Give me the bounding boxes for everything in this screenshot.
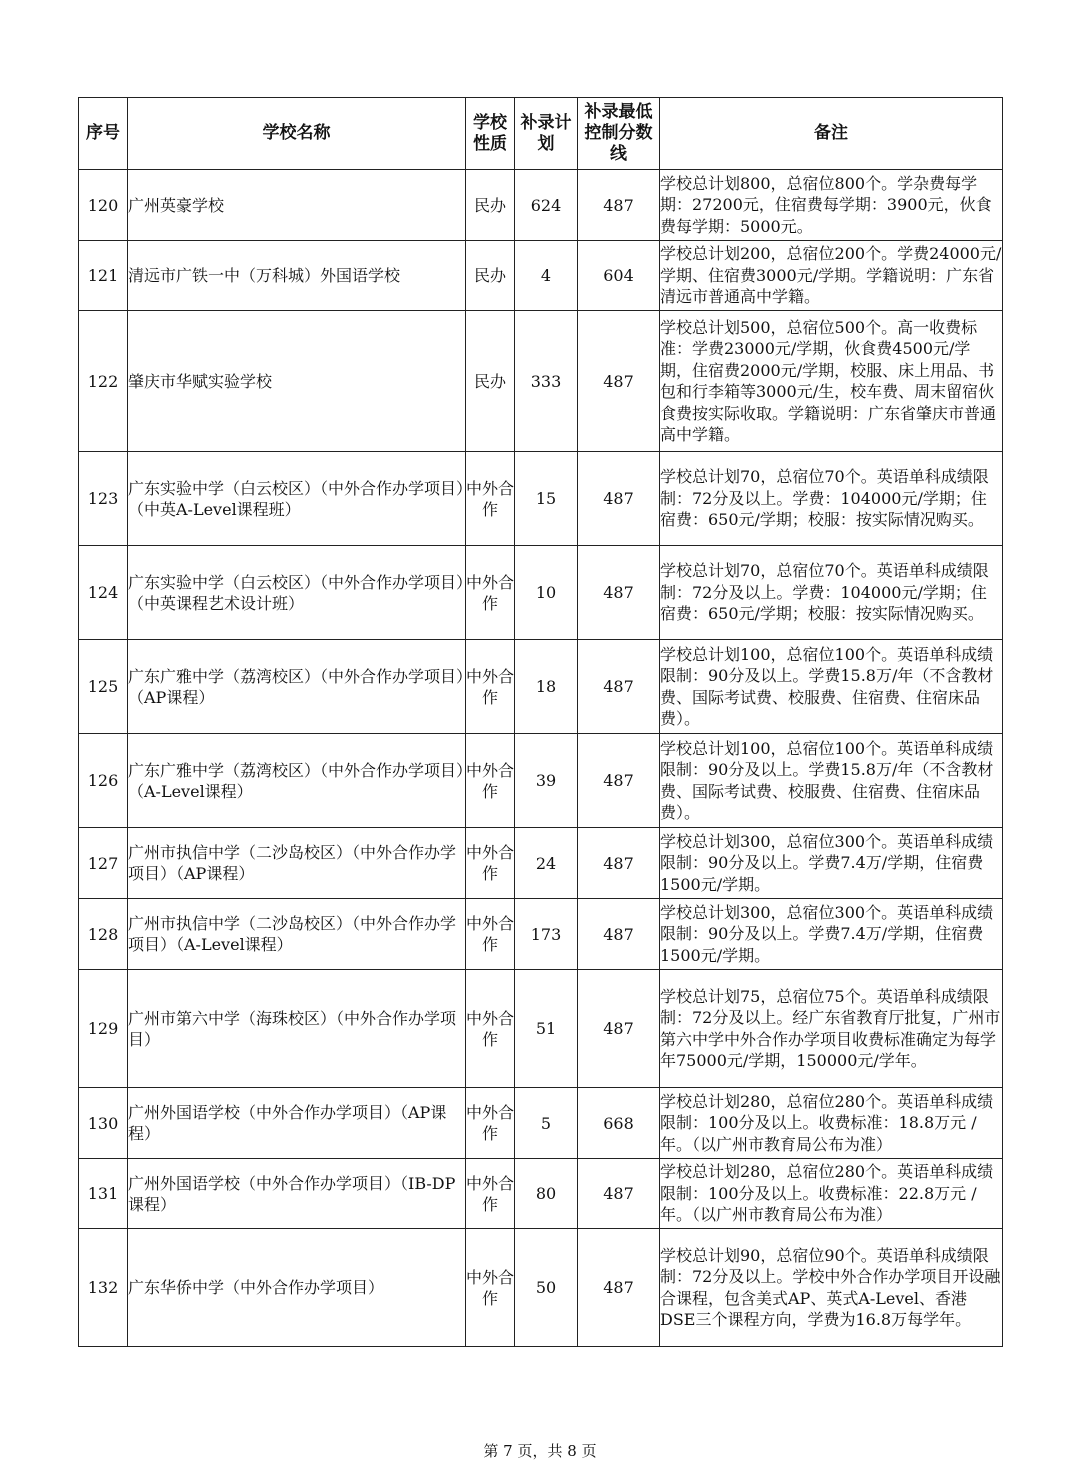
min-score: 487 xyxy=(578,734,660,828)
remarks: 学校总计划300，总宿位300个。英语单科成绩限制：90分及以上。学费7.4万/学期，住宿费1500元/学期。 xyxy=(660,899,1003,970)
school-name: 广州外国语学校（中外合作办学项目）（AP课程） xyxy=(128,1088,466,1159)
school-name: 广东华侨中学（中外合作办学项目） xyxy=(128,1229,466,1347)
remarks: 学校总计划280，总宿位280个。英语单科成绩限制：100分及以上。收费标准：22.8万元 / 年。（以广州市教育局公布为准） xyxy=(660,1159,1003,1229)
table-row xyxy=(79,970,1003,1088)
school-name: 广东实验中学（白云校区）（中外合作办学项目）（中英课程艺术设计班） xyxy=(128,546,466,640)
admission-plan: 18 xyxy=(515,640,578,734)
school-type: 中外合作 xyxy=(466,1159,515,1229)
table-row xyxy=(79,546,1003,640)
admission-plan: 51 xyxy=(515,970,578,1088)
school-name: 广州市执信中学（二沙岛校区）（中外合作办学项目）（AP课程） xyxy=(128,828,466,899)
school-name: 广州市第六中学（海珠校区）（中外合作办学项目） xyxy=(128,970,466,1088)
header-type: 学校性质 xyxy=(466,98,515,170)
school-name: 广州英豪学校 xyxy=(128,170,466,241)
admission-plan: 333 xyxy=(515,311,578,452)
table-row xyxy=(79,734,1003,828)
min-score: 487 xyxy=(578,640,660,734)
school-type: 中外合作 xyxy=(466,546,515,640)
min-score: 487 xyxy=(578,1229,660,1347)
admission-plan: 50 xyxy=(515,1229,578,1347)
row-seq: 129 xyxy=(79,970,128,1088)
remarks: 学校总计划70，总宿位70个。英语单科成绩限制：72分及以上。学费：104000元/学期；住宿费：650元/学期；校服：按实际情况购买。 xyxy=(660,546,1003,640)
remarks: 学校总计划100，总宿位100个。英语单科成绩限制：90分及以上。学费15.8万/年（不含教材费、国际考试费、校服费、住宿费、住宿床品费）。 xyxy=(660,640,1003,734)
row-seq: 126 xyxy=(79,734,128,828)
table-row xyxy=(79,828,1003,899)
min-score: 487 xyxy=(578,452,660,546)
admission-plan: 10 xyxy=(515,546,578,640)
header-seq: 序号 xyxy=(79,98,128,170)
school-type: 中外合作 xyxy=(466,828,515,899)
school-type: 民办 xyxy=(466,311,515,452)
table-row xyxy=(79,311,1003,452)
admission-plan: 39 xyxy=(515,734,578,828)
school-name: 清远市广铁一中（万科城）外国语学校 xyxy=(128,241,466,311)
row-seq: 121 xyxy=(79,241,128,311)
table-row xyxy=(79,452,1003,546)
row-seq: 131 xyxy=(79,1159,128,1229)
min-score: 487 xyxy=(578,1159,660,1229)
table-row xyxy=(79,640,1003,734)
min-score: 604 xyxy=(578,241,660,311)
min-score: 487 xyxy=(578,311,660,452)
table-row xyxy=(79,1088,1003,1159)
school-name: 肇庆市华赋实验学校 xyxy=(128,311,466,452)
admission-plan: 173 xyxy=(515,899,578,970)
school-name: 广东广雅中学（荔湾校区）（中外合作办学项目）（A-Level课程） xyxy=(128,734,466,828)
admission-plan: 4 xyxy=(515,241,578,311)
row-seq: 122 xyxy=(79,311,128,452)
school-type: 中外合作 xyxy=(466,640,515,734)
remarks: 学校总计划280，总宿位280个。英语单科成绩限制：100分及以上。收费标准：18.8万元 / 年。（以广州市教育局公布为准） xyxy=(660,1088,1003,1159)
admission-plan: 15 xyxy=(515,452,578,546)
table-row xyxy=(79,1229,1003,1347)
page-footer: 第 7 页，共 8 页 xyxy=(483,1442,597,1460)
admission-plan: 24 xyxy=(515,828,578,899)
school-type: 民办 xyxy=(466,241,515,311)
row-seq: 132 xyxy=(79,1229,128,1347)
table-row xyxy=(79,1159,1003,1229)
min-score: 487 xyxy=(578,170,660,241)
remarks: 学校总计划70，总宿位70个。英语单科成绩限制：72分及以上。学费：104000元/学期；住宿费：650元/学期；校服：按实际情况购买。 xyxy=(660,452,1003,546)
school-name: 广东实验中学（白云校区）（中外合作办学项目）（中英A-Level课程班） xyxy=(128,452,466,546)
row-seq: 123 xyxy=(79,452,128,546)
table-row xyxy=(79,899,1003,970)
row-seq: 124 xyxy=(79,546,128,640)
header-name: 学校名称 xyxy=(128,98,466,170)
remarks: 学校总计划90，总宿位90个。英语单科成绩限制：72分及以上。学校中外合作办学项目开设融合课程，包含美式AP、英式A-Level、香港DSE三个课程方向，学费为16.8万每学年。 xyxy=(660,1229,1003,1347)
school-type: 中外合作 xyxy=(466,734,515,828)
school-type: 中外合作 xyxy=(466,899,515,970)
school-name: 广东广雅中学（荔湾校区）（中外合作办学项目）（AP课程） xyxy=(128,640,466,734)
header-plan: 补录计划 xyxy=(515,98,578,170)
admission-table xyxy=(78,97,1003,1347)
row-seq: 130 xyxy=(79,1088,128,1159)
header-note: 备注 xyxy=(660,98,1003,170)
min-score: 487 xyxy=(578,899,660,970)
admission-plan: 624 xyxy=(515,170,578,241)
table-row xyxy=(79,170,1003,241)
remarks: 学校总计划100，总宿位100个。英语单科成绩限制：90分及以上。学费15.8万/年（不含教材费、国际考试费、校服费、住宿费、住宿床品费）。 xyxy=(660,734,1003,828)
row-seq: 128 xyxy=(79,899,128,970)
header-row xyxy=(79,98,1003,170)
school-type: 中外合作 xyxy=(466,452,515,546)
header-score: 补录最低控制分数线 xyxy=(578,98,660,170)
row-seq: 127 xyxy=(79,828,128,899)
min-score: 487 xyxy=(578,546,660,640)
table-row xyxy=(79,241,1003,311)
school-type: 中外合作 xyxy=(466,1229,515,1347)
min-score: 668 xyxy=(578,1088,660,1159)
row-seq: 120 xyxy=(79,170,128,241)
row-seq: 125 xyxy=(79,640,128,734)
remarks: 学校总计划300，总宿位300个。英语单科成绩限制：90分及以上。学费7.4万/学期，住宿费1500元/学期。 xyxy=(660,828,1003,899)
min-score: 487 xyxy=(578,970,660,1088)
school-type: 民办 xyxy=(466,170,515,241)
remarks: 学校总计划200，总宿位200个。学费24000元/学期、住宿费3000元/学期。学籍说明：广东省清远市普通高中学籍。 xyxy=(660,241,1003,311)
school-type: 中外合作 xyxy=(466,970,515,1088)
remarks: 学校总计划500，总宿位500个。高一收费标准：学费23000元/学期，伙食费4500元/学期，住宿费2000元/学期，校服、床上用品、书包和行李箱等3000元/生，校车费、周末留宿伙食费按实际收取。学籍说明：广东省肇庆市普通高中学籍。 xyxy=(660,311,1003,452)
remarks: 学校总计划800，总宿位800个。学杂费每学期：27200元，住宿费每学期：3900元，伙食费每学期：5000元。 xyxy=(660,170,1003,241)
school-type: 中外合作 xyxy=(466,1088,515,1159)
school-name: 广州市执信中学（二沙岛校区）（中外合作办学项目）（A-Level课程） xyxy=(128,899,466,970)
school-name: 广州外国语学校（中外合作办学项目）（IB-DP课程） xyxy=(128,1159,466,1229)
admission-plan: 5 xyxy=(515,1088,578,1159)
remarks: 学校总计划75，总宿位75个。英语单科成绩限制：72分及以上。经广东省教育厅批复，广州市第六中学中外合作办学项目收费标准确定为每学年75000元/学期，150000元/学年。 xyxy=(660,970,1003,1088)
admission-plan: 80 xyxy=(515,1159,578,1229)
min-score: 487 xyxy=(578,828,660,899)
